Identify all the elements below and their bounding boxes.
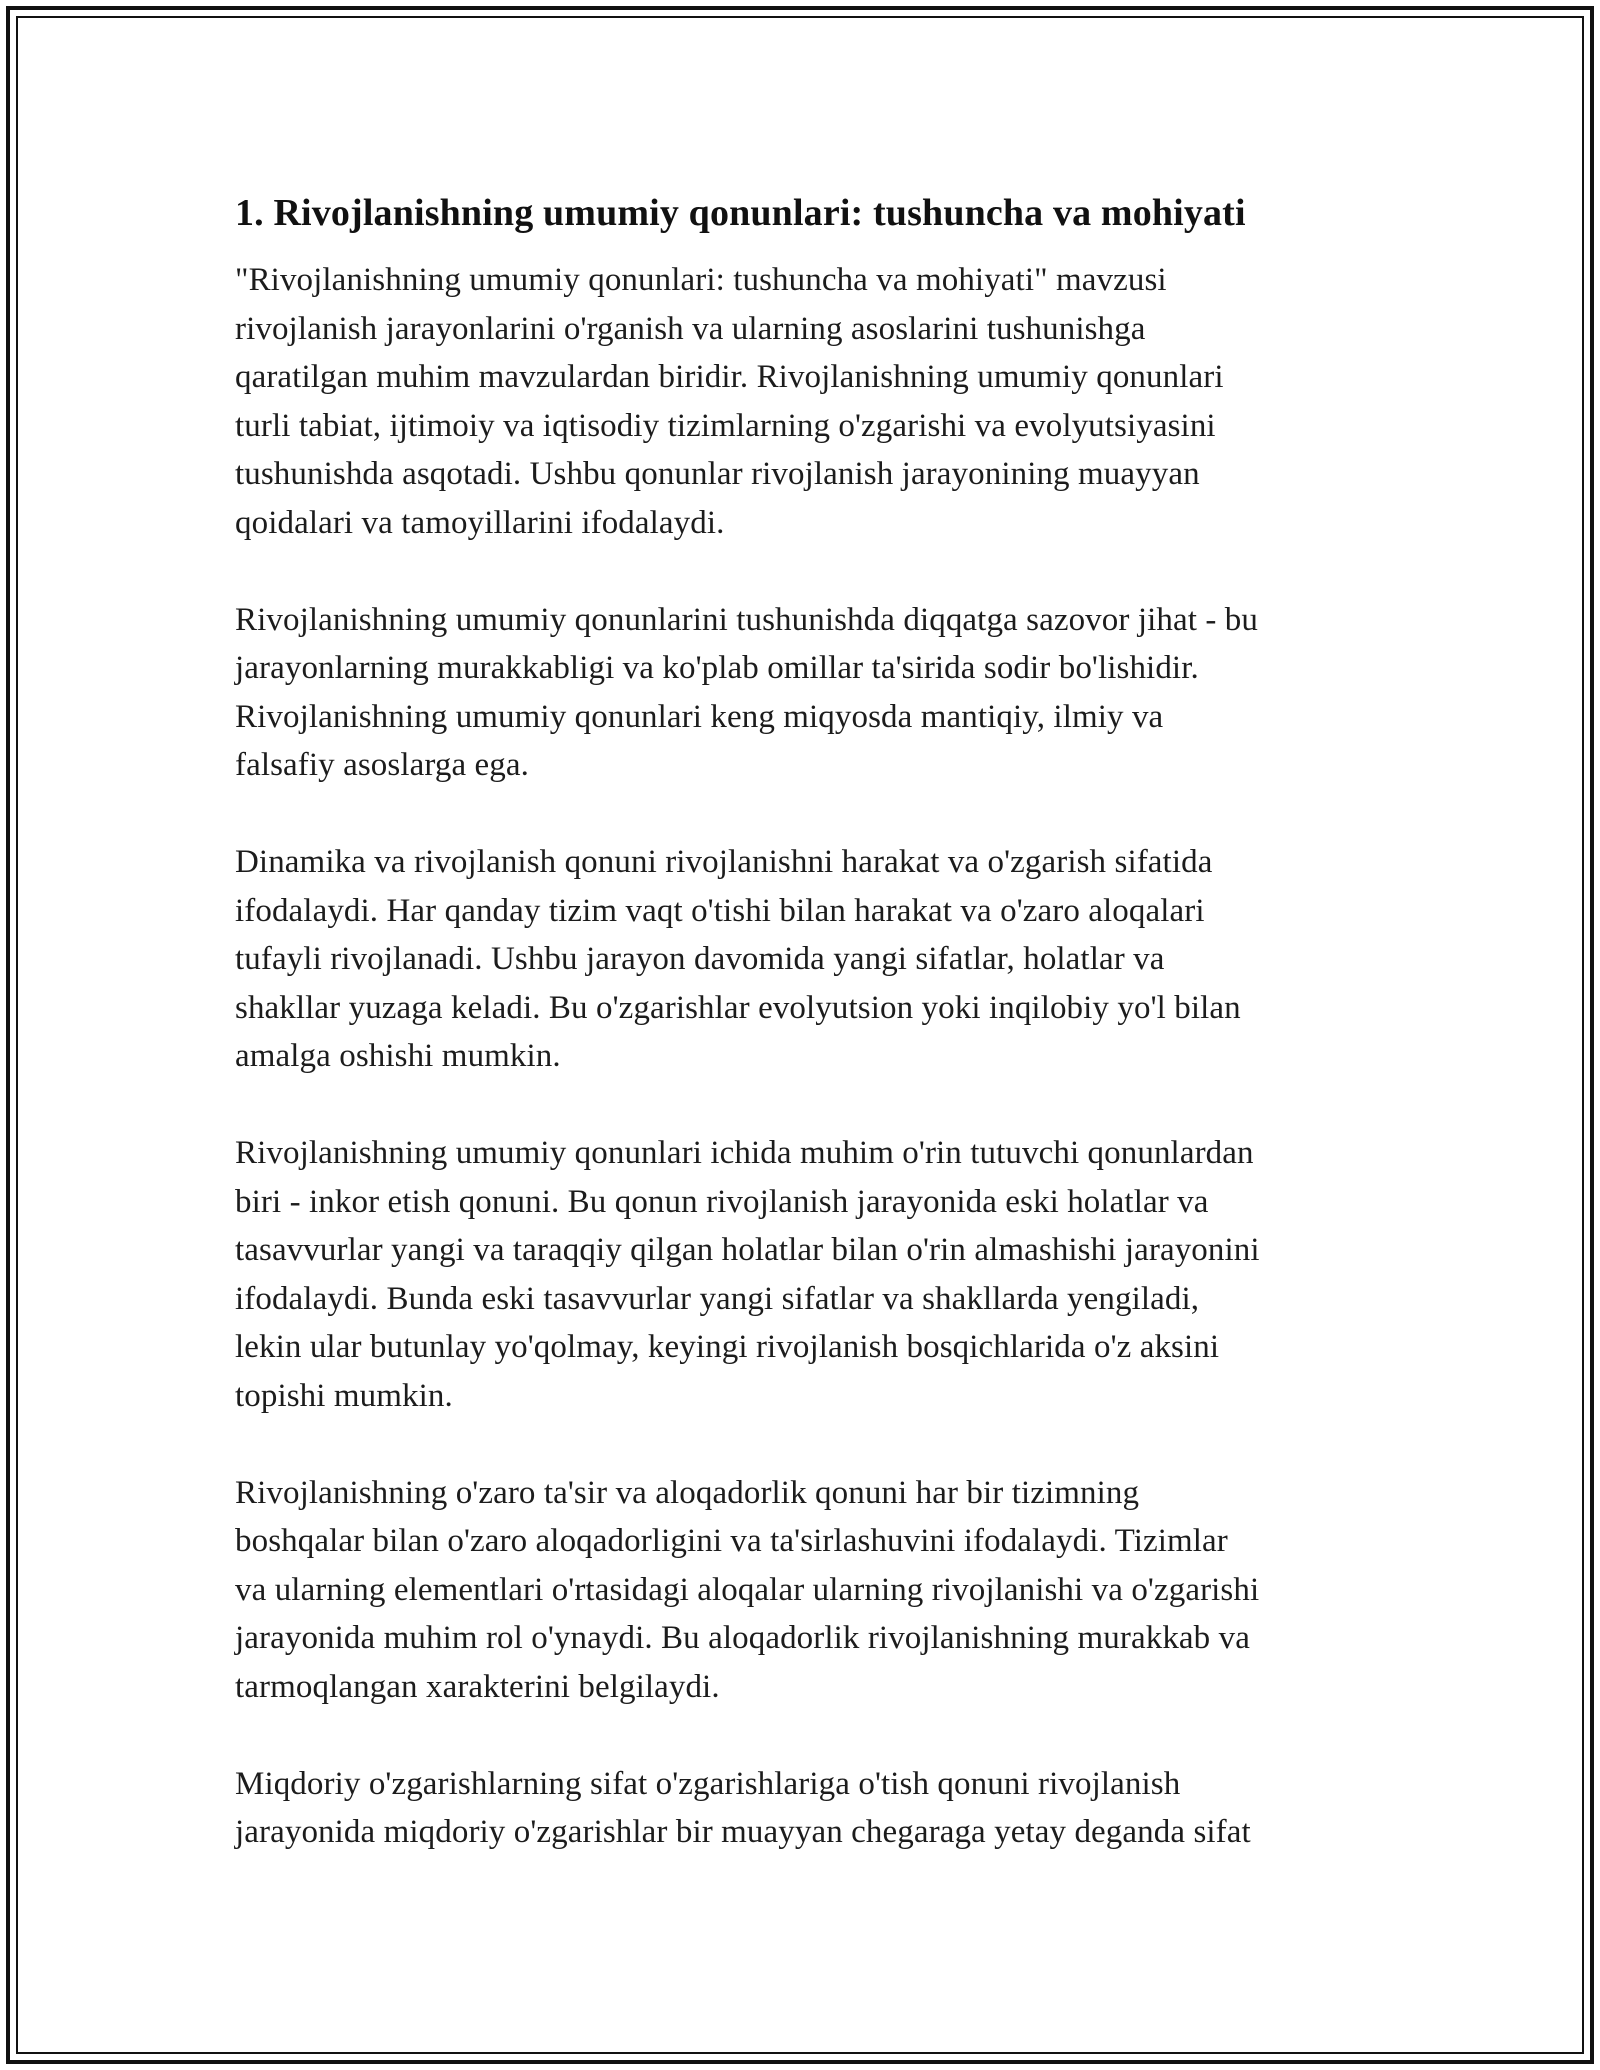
text-line: rivojlanish jarayonlarini o'rganish va ularning asoslarini tushunishga	[235, 310, 1146, 347]
text-line: biri - inkor etish qonuni. Bu qonun rivojlanish jarayonida eski holatlar va	[235, 1183, 1209, 1220]
text-line: tushunishda asqotadi. Ushbu qonunlar rivojlanish jarayonining muayyan	[235, 456, 1200, 492]
text-line: "Rivojlanishning umumiy qonunlari: tushuncha va mohiyati" mavzusi	[235, 262, 1167, 298]
text-line: lekin ular butunlay yo'qolmay, keyingi rivojlanish bosqichlarida o'z aksini	[235, 1329, 1220, 1365]
text-line: Rivojlanishning umumiy qonunlari keng miqyosda mantiqiy, ilmiy va	[235, 698, 1164, 735]
text-line: turli tabiat, ijtimoiy va iqtisodiy tizimlarning o'zgarishi va evolyutsiyasini	[235, 407, 1216, 444]
paragraph-6	[235, 1760, 1370, 1857]
text-line: boshqalar bilan o'zaro aloqadorligini va ta'sirlashuvini ifodalaydi. Tizimlar	[235, 1523, 1228, 1559]
paragraph-3	[235, 838, 1370, 1081]
text-line: topishi mumkin.	[235, 1377, 453, 1414]
text-line: falsafiy asoslarga ega.	[235, 747, 529, 783]
document-title: 1. Rivojlanishning umumiy qonunlari: tushuncha va mohiyati	[235, 192, 1246, 234]
text-line: jarayonida muhim rol o'ynaydi. Bu aloqadorlik rivojlanishning murakkab va	[235, 1620, 1250, 1656]
text-line: Dinamika va rivojlanish qonuni rivojlanishni harakat va o'zgarish sifatida	[235, 844, 1213, 880]
text-line: tufayli rivojlanadi. Ushbu jarayon davomida yangi sifatlar, holatlar va	[235, 941, 1165, 977]
paragraph-5	[235, 1469, 1370, 1712]
paragraph-1	[235, 256, 1370, 547]
text-line: ifodalaydi. Bunda eski tasavvurlar yangi sifatlar va shakllarda yengiladi,	[235, 1280, 1200, 1317]
text-line: tasavvurlar yangi va taraqqiy qilgan holatlar bilan o'rin almashishi jarayonini	[235, 1232, 1260, 1268]
paragraph-2	[235, 596, 1370, 790]
text-line: jarayonlarning murakkabligi va ko'plab omillar ta'sirida sodir bo'lishidir.	[235, 650, 1199, 686]
text-line: amalga oshishi mumkin.	[235, 1038, 561, 1074]
text-line: tarmoqlangan xarakterini belgilaydi.	[235, 1668, 720, 1705]
text-line: jarayonida miqdoriy o'zgarishlar bir muayyan chegaraga yetay deganda sifat	[235, 1814, 1251, 1850]
text-line: Miqdoriy o'zgarishlarning sifat o'zgarishlariga o'tish qonuni rivojlanish	[235, 1765, 1181, 1802]
text-line: Rivojlanishning o'zaro ta'sir va aloqadorlik qonuni har bir tizimning	[235, 1474, 1140, 1511]
text-line: Rivojlanishning umumiy qonunlari ichida muhim o'rin tutuvchi qonunlardan	[235, 1135, 1254, 1171]
text-line: qaratilgan muhim mavzulardan biridir. Rivojlanishning umumiy qonunlari	[235, 359, 1224, 395]
paragraph-4	[235, 1129, 1370, 1420]
text-line: va ularning elementlari o'rtasidagi aloqalar ularning rivojlanishi va o'zgarishi	[235, 1571, 1260, 1608]
text-line: ifodalaydi. Har qanday tizim vaqt o'tishi bilan harakat va o'zaro aloqalari	[235, 892, 1205, 929]
text-line: shakllar yuzaga keladi. Bu o'zgarishlar evolyutsion yoki inqilobiy yo'l bilan	[235, 989, 1241, 1026]
document-body	[235, 186, 1370, 1857]
text-line: Rivojlanishning umumiy qonunlarini tushunishda diqqatga sazovor jihat - bu	[235, 601, 1258, 638]
text-line: qoidalari va tamoyillarini ifodalaydi.	[235, 504, 725, 541]
